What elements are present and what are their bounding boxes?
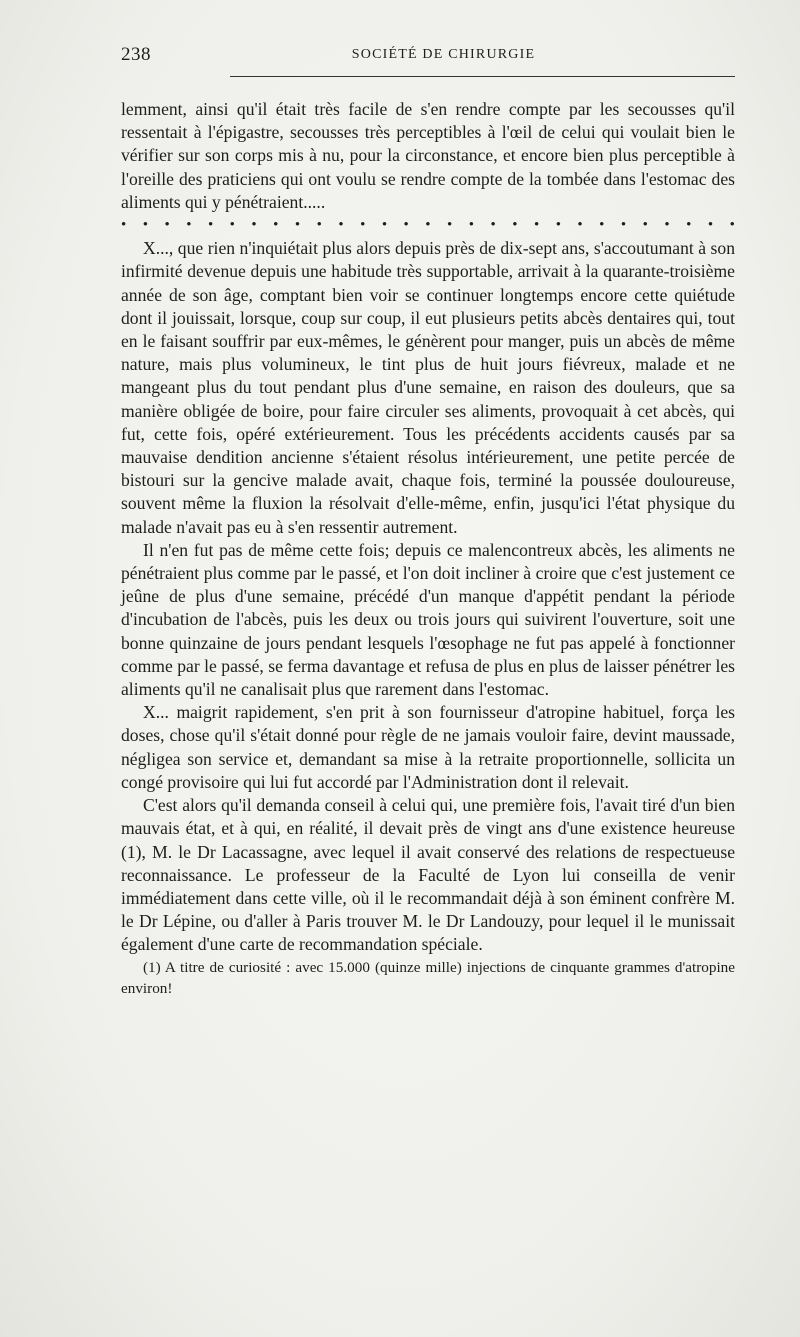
paragraph: X... maigrit rapidement, s'en prit à son fournisseur d'atropine habituel, força les doses, chose qu'il s'était donné pour règle de ne jamais vouloir faire, devint maussade, négligea son service et, demandant sa mise à la retraite proportionnelle, sollicita un congé provisoire qui lui fut accordé par l'Administration dont il relevait. [121, 702, 735, 792]
running-head [121, 44, 736, 70]
running-title: SOCIÉTÉ DE CHIRURGIE [351, 47, 536, 62]
paragraph: C'est alors qu'il demanda conseil à celui qui, une première fois, l'avait tiré d'un bien mauvais état, et à qui, en réalité, il devait près de vingt ans d'une existence heureuse (1), M. le Dr Lacassagne, avec lequel il avait conservé des relations de respectueuse reconnaissance. Le professeur de la Faculté de Lyon lui conseilla de venir immédiatement dans cette ville, où il le recommandait déjà à son éminent confrère M. le Dr Lépine, ou d'aller à Paris trouver M. le Dr Landouzy, pour lequel il le munissait également d'une carte de recommandation spéciale. [121, 795, 735, 955]
footnote: (1) A titre de curiosité : avec 15.000 (quinze mille) injections de cinquante grammes d'atropine environ! [121, 958, 735, 997]
paragraph-continuation: lemment, ainsi qu'il était très facile de s'en rendre compte par les secousses qu'il ressentait à l'épigastre, secousses très perceptibles à l'œil de celui qui voulait bien le vérifier sur son corps mis à nu, pour la circonstance, et encore bien plus perceptible à l'oreille des praticiens qui ont voulu se rendre compte de la tombée dans l'estomac des aliments qui y pénétraient..... [121, 99, 735, 212]
paragraph: X..., que rien n'inquiétait plus alors depuis près de dix-sept ans, s'accoutumant à son infirmité devenue depuis une habitude très supportable, arrivait à la quarante-troisième année de son âge, comptant bien voir se continuer longtemps encore cette quiétude dont il jouissait, lorsque, coup sur coup, il eut plusieurs petits abcès dentaires qui, tout en le faisant souffrir par eux-mêmes, le génèrent pour manger, puis un abcès de même nature, mais plus volumineux, le tint plus de huit jours fiévreux, malade et ne mangeant plus du tout pendant plus d'une semaine, en raison des douleurs, que sa manière obligée de boire, pour faire circuler ses aliments, provoquait à cet abcès, qui fut, cette fois, opéré extérieurement. Tous les précédents accidents causés par sa mauvaise dendition ancienne s'étaient résolus intérieurement, une petite percée de bistouri sur la gencive malade avait, chaque fois, terminé la poussée douloureuse, souvent même la fluxion la résolvait d'elle-même, enfin, jusqu'ici l'état physique du malade n'avait pas eu à s'en ressentir autrement. [121, 238, 735, 537]
page-number: 238 [121, 44, 151, 65]
ellipsis-separator: • • • • • • • • • • • • • • • • • • • • • • • • • • • • • [121, 217, 735, 234]
header-rule [230, 76, 735, 77]
paragraph: Il n'en fut pas de même cette fois; depuis ce malencontreux abcès, les aliments ne pénétraient plus comme par le passé, et l'on doit incliner à croire que c'est justement ce jeûne de plus d'une semaine, précédé d'un manque d'appétit pendant la période d'incubation de l'abcès, puis les deux ou trois jours qui suivirent l'ouverture, soit une bonne quinzaine de jours pendant lesquels l'œsophage ne fut pas appelé à fonctionner comme par le passé, se ferma davantage et refusa de plus en plus de laisser pénétrer les aliments qu'il ne canalisait plus que rarement dans l'estomac. [121, 539, 735, 700]
body-text [121, 98, 735, 999]
